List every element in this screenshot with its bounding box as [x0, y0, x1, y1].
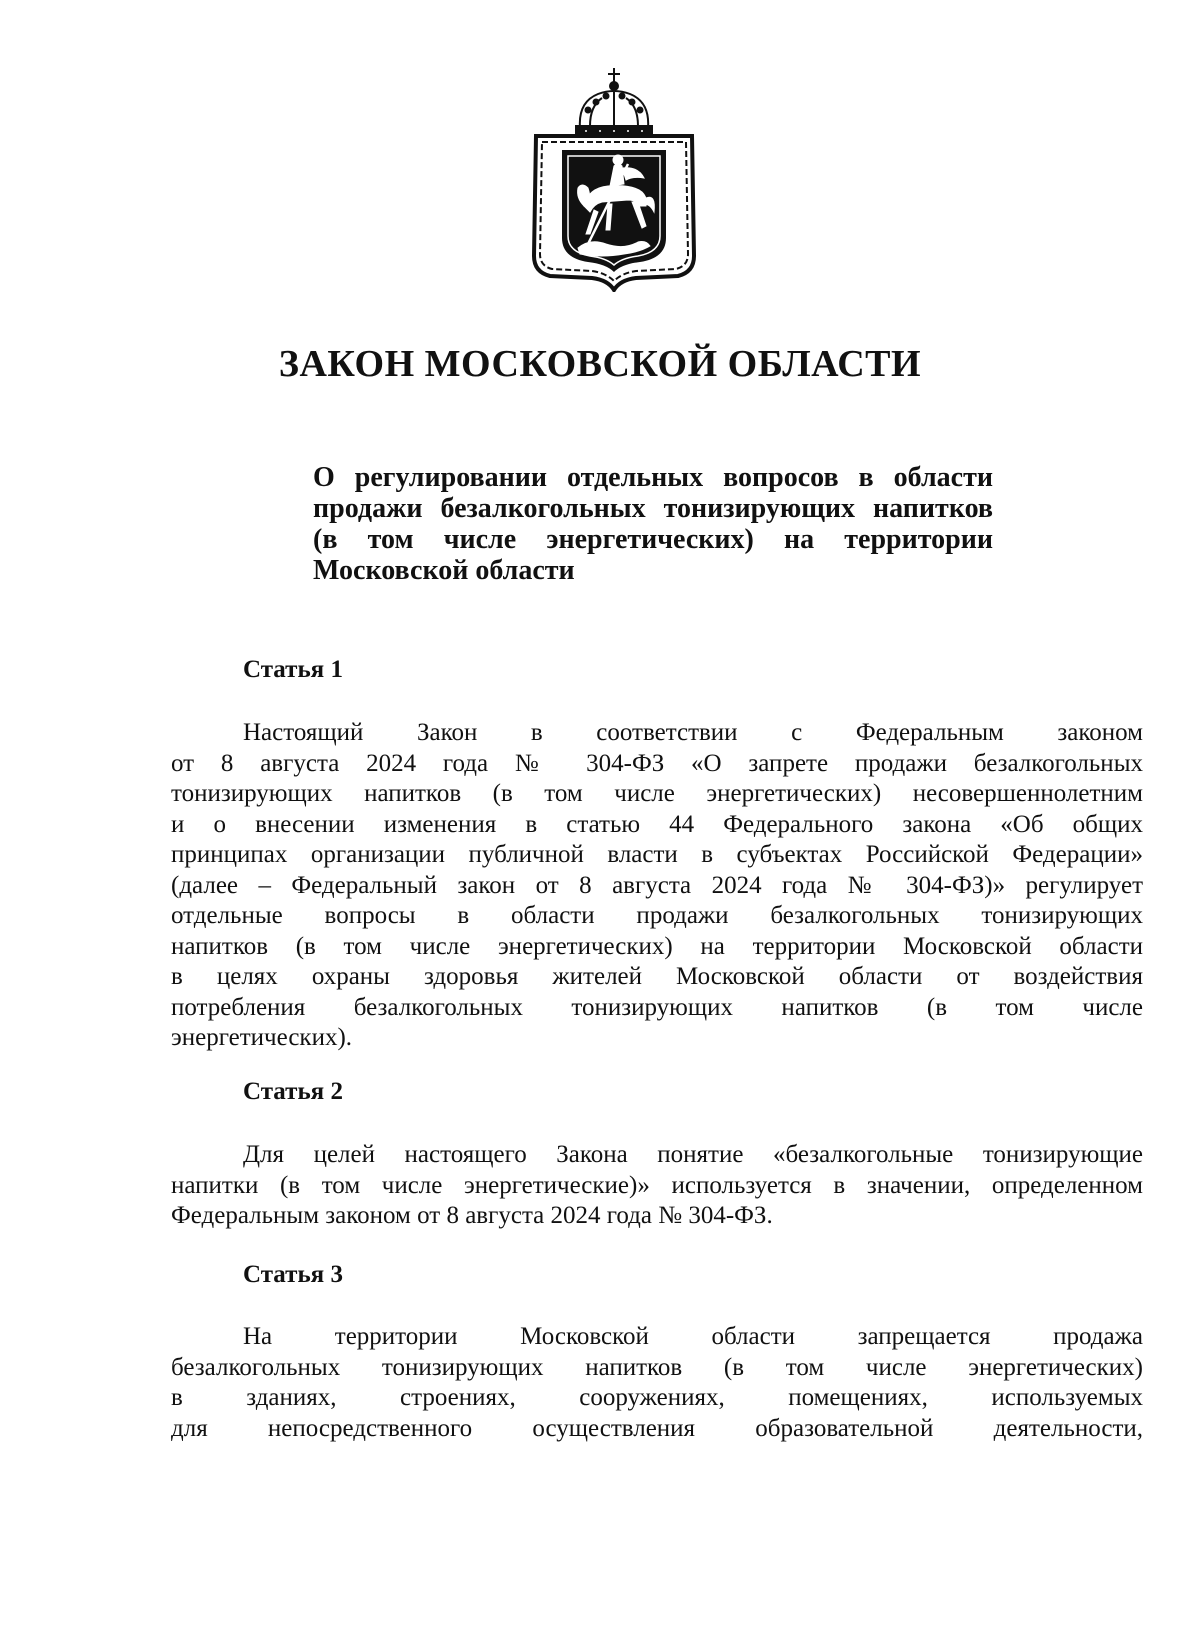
text-line: (далее – Федеральный закон от 8 августа 2024 года № 304-ФЗ)» регулирует — [171, 871, 1143, 899]
text-line: от 8 августа 2024 года № 304-ФЗ «О запрете продажи безалкогольных — [171, 749, 1143, 777]
text-line: энергетических). — [171, 1024, 353, 1051]
text-line: На территории Московской области запрещается продажа — [243, 1323, 1143, 1350]
text-line: в целях охраны здоровья жителей Московской области от воздействия — [171, 963, 1143, 990]
coat-of-arms-emblem — [528, 66, 700, 292]
article-2-heading: Статья 2 — [243, 1078, 343, 1105]
text-line: безалкогольных тонизирующих напитков (в том числе энергетических) — [171, 1353, 1143, 1381]
article-1-heading: Статья 1 — [243, 656, 343, 683]
text-line: в зданиях, строениях, сооружениях, помещениях, используемых — [171, 1384, 1143, 1411]
text-line: тонизирующих напитков (в том числе энергетических) несовершеннолетним — [171, 780, 1143, 807]
article-1-text — [171, 718, 1143, 1054]
law-title: ЗАКОН МОСКОВСКОЙ ОБЛАСТИ — [278, 343, 922, 385]
subject-line: Московской области — [313, 555, 575, 586]
subject-line: продажи безалкогольных тонизирующих напитков — [313, 493, 993, 524]
text-line: Федеральным законом от 8 августа 2024 года № 304-ФЗ. — [171, 1202, 773, 1229]
text-line: для непосредственного осуществления образовательной деятельности, — [171, 1414, 1143, 1442]
article-2-text — [171, 1140, 1143, 1232]
text-line: потребления безалкогольных тонизирующих напитков (в том числе — [171, 993, 1143, 1021]
article-3-heading: Статья 3 — [243, 1261, 343, 1288]
crown-icon — [576, 68, 652, 136]
subject-line: О регулировании отдельных вопросов в области — [313, 462, 993, 493]
text-line: напитки (в том числе энергетические)» используется в значении, определенном — [171, 1171, 1143, 1199]
article-3-text — [171, 1322, 1143, 1444]
text-line: принципах организации публичной власти в субъектах Российской Федерации» — [171, 841, 1143, 868]
subject-line: (в том числе энергетических) на территории — [313, 524, 993, 555]
text-line: Настоящий Закон в соответствии с Федеральным законом — [243, 719, 1143, 746]
law-subject — [313, 462, 993, 586]
text-line: Для целей настоящего Закона понятие «безалкогольные тонизирующие — [243, 1141, 1143, 1168]
text-line: напитков (в том числе энергетических) на территории Московской области — [171, 932, 1143, 960]
text-line: и о внесении изменения в статью 44 Федерального закона «Об общих — [171, 810, 1143, 838]
text-line: отдельные вопросы в области продажи безалкогольных тонизирующих — [171, 902, 1143, 929]
